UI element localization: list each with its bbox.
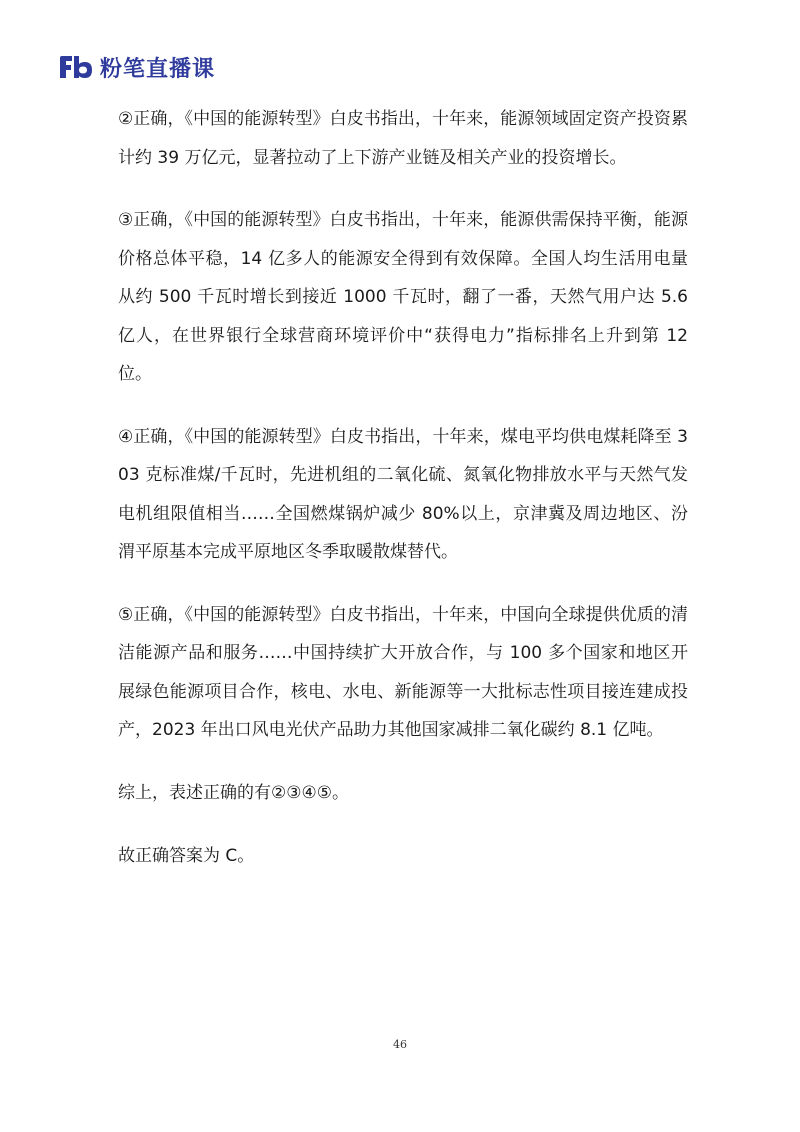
- paragraph-statement-4: ④正确，《中国的能源转型》白皮书指出，十年来，煤电平均供电煤耗降至 303 克标准煤/千瓦时，先进机组的二氧化硫、氮氧化物排放水平与天然气发电机组限值相当……全国燃煤锅炉减少 80%以上，京津冀及周边地区、汾渭平原基本完成平原地区冬季取暖散煤替代。: [118, 426, 688, 562]
- paragraph-answer: 故正确答案为 C。: [118, 846, 255, 866]
- brand-logo: [58, 52, 215, 82]
- paragraph-summary: 综上，表述正确的有②③④⑤。: [118, 782, 349, 803]
- fb-logo-icon: [58, 54, 94, 80]
- paragraph-statement-3: ③正确，《中国的能源转型》白皮书指出，十年来，能源供需保持平衡，能源价格总体平稳，14 亿多人的能源安全得到有效保障。全国人均生活用电量从约 500 千瓦时增长到接近 1000 千瓦时，翻了一番，天然气用户达 5.6 亿人，在世界银行全球营商环境评价中“获得电力”指标排名上升到第 12 位。: [118, 210, 688, 384]
- document-body: [118, 100, 688, 901]
- brand-text: 粉笔直播课: [100, 56, 216, 82]
- paragraph-statement-5: ⑤正确，《中国的能源转型》白皮书指出，十年来，中国向全球提供优质的清洁能源产品和服务……中国持续扩大开放合作，与 100 多个国家和地区开展绿色能源项目合作，核电、水电、新能源等一大批标志性项目接连建成投产，2023 年出口风电光伏产品助力其他国家减排二氧化碳约 8.1 亿吨。: [118, 604, 688, 740]
- page-number: 46: [393, 1038, 407, 1051]
- paragraph-statement-2: ②正确，《中国的能源转型》白皮书指出，十年来，能源领域固定资产投资累计约 39 万亿元，显著拉动了上下游产业链及相关产业的投资增长。: [118, 109, 688, 168]
